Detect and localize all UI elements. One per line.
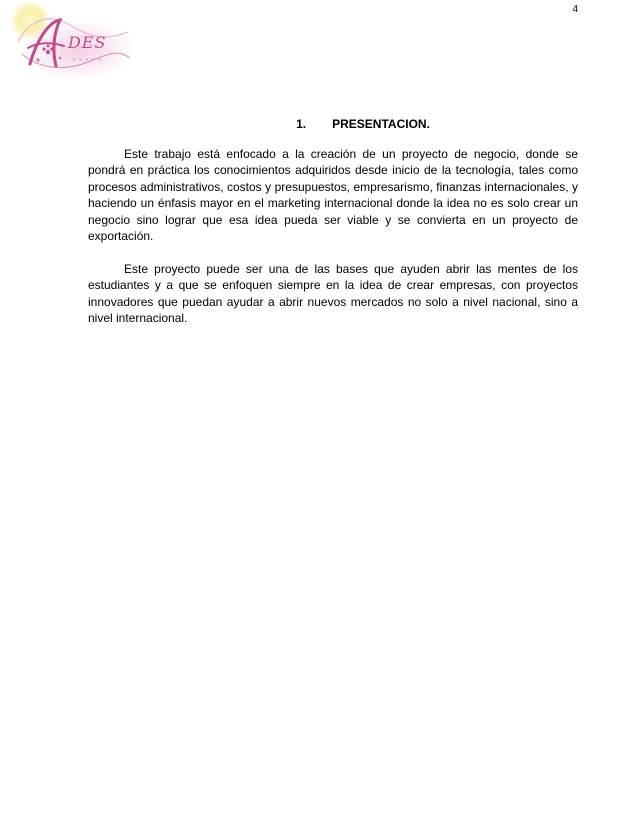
section-number: 1. — [296, 117, 307, 131]
paragraph-1: Este trabajo está enfocado a la creación de un proyecto de negocio, donde se pondrá en práctica los conocimientos adquiridos desde inicio de la tecnología, tales como procesos administrativos, costos y presupuestos, empresarismo, finanzas internacionales, y haciendo un énfasis mayor en el marketing internacional donde la idea no es solo crear un negocio sino lograr que esa idea pueda ser viable y se convierta en un proyecto de exportación. — [88, 147, 578, 244]
andes-logo — [8, 2, 136, 82]
svg-text:DES: DES — [68, 33, 107, 52]
page-number: 4 — [572, 4, 578, 15]
section-title: PRESENTACION. — [332, 117, 430, 131]
paragraph-2: Este proyecto puede ser una de las bases que ayuden abrir las mentes de los estudiantes y a que se enfoquen siempre en la idea de crear empresas, con proyectos innovadores que puedan ayudar a abrir nuevos mercados no solo a nivel nacional, sino a nivel internacional. — [88, 262, 578, 326]
svg-text:• • • • •: • • • • • — [72, 57, 102, 64]
section-heading — [0, 117, 638, 131]
